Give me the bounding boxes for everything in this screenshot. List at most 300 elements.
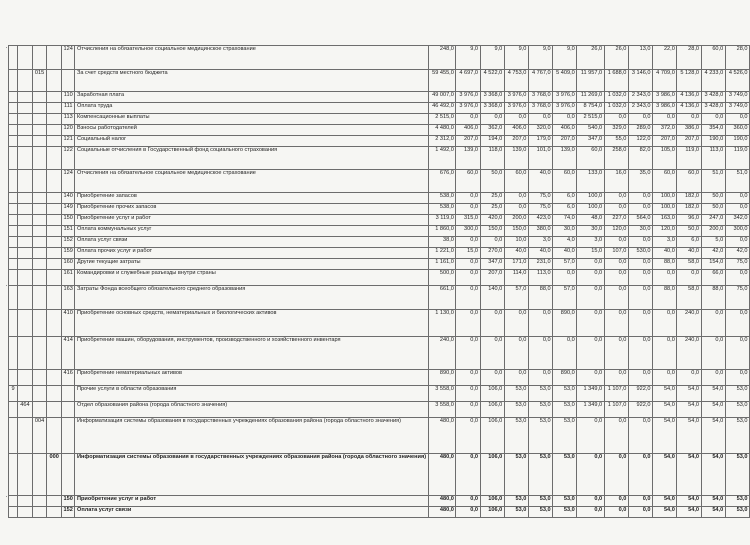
group-code-cell [9, 92, 18, 103]
month-value-cell: 362,0 [480, 125, 504, 136]
table-row [9, 114, 750, 125]
table-row [9, 215, 750, 226]
annual-total-cell: 890,0 [428, 370, 456, 386]
month-value-cell: 54,0 [677, 402, 701, 418]
specifics-code-cell: 110 [61, 92, 74, 103]
specifics-code-cell: 410 [61, 310, 74, 337]
item-name-cell: Приобретение услуг и работ [75, 215, 428, 226]
specifics-code-cell: 111 [61, 103, 74, 114]
month-value-cell: 139,0 [504, 147, 528, 170]
program-code-cell [32, 193, 47, 204]
month-value-cell: 54,0 [653, 454, 677, 496]
subprogram-code-cell [47, 193, 62, 204]
month-value-cell: 88,0 [653, 259, 677, 270]
month-value-cell: 3 768,0 [528, 103, 552, 114]
month-value-cell: 107,0 [604, 248, 628, 259]
month-value-cell: 4 709,0 [653, 70, 677, 92]
item-name-cell: Компенсационные выплаты [75, 114, 428, 125]
month-value-cell: 0,0 [725, 270, 749, 286]
annual-total-cell: 1 221,0 [428, 248, 456, 259]
month-value-cell: 54,0 [701, 418, 725, 454]
month-value-cell: 66,0 [701, 270, 725, 286]
program-code-cell [32, 114, 47, 125]
month-value-cell: 4 233,0 [701, 70, 725, 92]
subprogram-code-cell [47, 496, 62, 507]
budget-table [8, 45, 750, 518]
subprogram-code-cell [47, 402, 62, 418]
table-row [9, 204, 750, 215]
month-value-cell: 54,0 [677, 418, 701, 454]
month-value-cell: 15,0 [577, 248, 604, 259]
subprogram-code-cell [47, 170, 62, 193]
subprogram-code-cell [47, 337, 62, 370]
month-value-cell: 0,0 [604, 337, 628, 370]
subprogram-code-cell [47, 136, 62, 147]
specifics-code-cell: 152 [61, 237, 74, 248]
month-value-cell: 3 428,0 [701, 103, 725, 114]
specifics-code-cell: 140 [61, 193, 74, 204]
month-value-cell: 55,0 [604, 136, 628, 147]
month-value-cell: 54,0 [677, 454, 701, 496]
subprogram-code-cell [47, 147, 62, 170]
month-value-cell: 0,0 [725, 237, 749, 248]
month-value-cell: 423,0 [528, 215, 552, 226]
month-value-cell: 42,0 [701, 248, 725, 259]
group-code-cell [9, 259, 18, 270]
program-code-cell [32, 270, 47, 286]
month-value-cell: 54,0 [677, 496, 701, 507]
table-row [9, 46, 750, 70]
admin-code-cell [18, 270, 33, 286]
month-value-cell: 0,0 [628, 496, 652, 507]
item-name-cell: Отчисления на обязательное социальное медицинское страхование [75, 46, 428, 70]
month-value-cell: 0,0 [628, 337, 652, 370]
month-value-cell: 0,0 [604, 286, 628, 310]
month-value-cell: 347,0 [480, 259, 504, 270]
specifics-code-cell: 124 [61, 170, 74, 193]
specifics-code-cell [61, 418, 74, 454]
month-value-cell: 182,0 [677, 204, 701, 215]
month-value-cell: 922,0 [628, 386, 652, 402]
month-value-cell: 207,0 [480, 270, 504, 286]
month-value-cell: 42,0 [725, 248, 749, 259]
subprogram-code-cell: 000 [47, 454, 62, 496]
annual-total-cell: 3 119,0 [428, 215, 456, 226]
month-value-cell: 0,0 [628, 237, 652, 248]
annual-total-cell: 538,0 [428, 204, 456, 215]
month-value-cell: 0,0 [577, 337, 604, 370]
month-value-cell: 270,0 [480, 248, 504, 259]
month-value-cell: 0,0 [504, 310, 528, 337]
item-name-cell: Информатизация системы образования в государственных учреждениях образования района (города областного значения) [75, 418, 428, 454]
group-code-cell [9, 337, 18, 370]
month-value-cell: 0,0 [628, 286, 652, 310]
group-code-cell [9, 193, 18, 204]
group-code-cell [9, 103, 18, 114]
month-value-cell: 372,0 [653, 125, 677, 136]
month-value-cell: 0,0 [628, 193, 652, 204]
month-value-cell: 194,0 [480, 136, 504, 147]
month-value-cell: 0,0 [628, 310, 652, 337]
month-value-cell: 0,0 [456, 496, 480, 507]
month-value-cell: 10,0 [504, 237, 528, 248]
month-value-cell: 200,0 [504, 215, 528, 226]
subprogram-code-cell [47, 125, 62, 136]
admin-code-cell: 464 [18, 402, 33, 418]
month-value-cell: 100,0 [653, 193, 677, 204]
program-code-cell [32, 370, 47, 386]
month-value-cell: 48,0 [577, 215, 604, 226]
table-row [9, 226, 750, 237]
annual-total-cell: 46 492,0 [428, 103, 456, 114]
group-code-cell [9, 310, 18, 337]
group-code-cell [9, 136, 18, 147]
month-value-cell: 51,0 [701, 170, 725, 193]
month-value-cell: 54,0 [701, 496, 725, 507]
month-value-cell: 0,0 [628, 454, 652, 496]
program-code-cell: 015 [32, 70, 47, 92]
annual-total-cell: 240,0 [428, 337, 456, 370]
subprogram-code-cell [47, 103, 62, 114]
admin-code-cell [18, 418, 33, 454]
month-value-cell: 300,0 [725, 226, 749, 237]
month-value-cell: 0,0 [604, 507, 628, 518]
month-value-cell: 4 526,0 [725, 70, 749, 92]
table-row [9, 370, 750, 386]
month-value-cell: 0,0 [725, 370, 749, 386]
month-value-cell: 106,0 [480, 454, 504, 496]
admin-code-cell [18, 136, 33, 147]
month-value-cell: 9,0 [456, 46, 480, 70]
month-value-cell: 3 976,0 [504, 103, 528, 114]
admin-code-cell [18, 170, 33, 193]
group-code-cell [9, 402, 18, 418]
group-code-cell [9, 70, 18, 92]
specifics-code-cell: 150 [61, 496, 74, 507]
month-value-cell: 139,0 [553, 147, 577, 170]
admin-code-cell [18, 114, 33, 125]
month-value-cell: 3 428,0 [701, 92, 725, 103]
month-value-cell: 30,0 [628, 226, 652, 237]
month-value-cell: 2 343,0 [628, 92, 652, 103]
month-value-cell: 5,0 [701, 237, 725, 248]
specifics-code-cell: 160 [61, 259, 74, 270]
specifics-code-cell: 121 [61, 136, 74, 147]
month-value-cell: 53,0 [504, 402, 528, 418]
admin-code-cell [18, 370, 33, 386]
month-value-cell: 0,0 [456, 418, 480, 454]
month-value-cell: 0,0 [456, 454, 480, 496]
program-code-cell [32, 337, 47, 370]
month-value-cell: 122,0 [628, 136, 652, 147]
month-value-cell: 0,0 [577, 270, 604, 286]
specifics-code-cell [61, 386, 74, 402]
month-value-cell: 60,0 [456, 170, 480, 193]
month-value-cell: 4 697,0 [456, 70, 480, 92]
month-value-cell: 0,0 [604, 418, 628, 454]
table-row [9, 259, 750, 270]
month-value-cell: 53,0 [528, 402, 552, 418]
specifics-code-cell: 122 [61, 147, 74, 170]
table-row [9, 286, 750, 310]
month-value-cell: 0,0 [577, 454, 604, 496]
month-value-cell: 53,0 [725, 454, 749, 496]
month-value-cell: 1 349,0 [577, 402, 604, 418]
table-row [9, 402, 750, 418]
month-value-cell: 54,0 [677, 386, 701, 402]
month-value-cell: 25,0 [480, 204, 504, 215]
month-value-cell: 88,0 [701, 286, 725, 310]
month-value-cell: 0,0 [456, 310, 480, 337]
month-value-cell: 53,0 [725, 496, 749, 507]
admin-code-cell [18, 507, 33, 518]
program-code-cell [32, 46, 47, 70]
group-code-cell [9, 507, 18, 518]
month-value-cell: 0,0 [628, 114, 652, 125]
program-code-cell [32, 259, 47, 270]
annual-total-cell: 2 312,0 [428, 136, 456, 147]
group-code-cell: 9 [9, 386, 18, 402]
month-value-cell: 60,0 [504, 170, 528, 193]
specifics-code-cell: 416 [61, 370, 74, 386]
table-row [9, 92, 750, 103]
month-value-cell: 0,0 [528, 337, 552, 370]
month-value-cell: 0,0 [577, 507, 604, 518]
item-name-cell: Взносы работодателей [75, 125, 428, 136]
item-name-cell: Приобретение основных средств, нематериальных и биологических активов [75, 310, 428, 337]
annual-total-cell: 480,0 [428, 496, 456, 507]
month-value-cell: 106,0 [480, 418, 504, 454]
month-value-cell: 53,0 [528, 418, 552, 454]
program-code-cell [32, 136, 47, 147]
month-value-cell: 60,0 [677, 170, 701, 193]
annual-total-cell: 480,0 [428, 454, 456, 496]
month-value-cell: 0,0 [653, 310, 677, 337]
month-value-cell: 53,0 [504, 386, 528, 402]
month-value-cell: 0,0 [677, 114, 701, 125]
month-value-cell: 40,0 [504, 248, 528, 259]
item-name-cell: Затраты Фонда всеобщего обязательного среднего образования [75, 286, 428, 310]
month-value-cell: 50,0 [677, 226, 701, 237]
annual-total-cell: 38,0 [428, 237, 456, 248]
month-value-cell: 53,0 [504, 418, 528, 454]
group-code-cell [9, 226, 18, 237]
program-code-cell [32, 226, 47, 237]
month-value-cell: 133,0 [577, 170, 604, 193]
month-value-cell: 0,0 [604, 454, 628, 496]
program-code-cell [32, 125, 47, 136]
month-value-cell: 106,0 [480, 402, 504, 418]
table-row [9, 454, 750, 496]
month-value-cell: 53,0 [553, 454, 577, 496]
subprogram-code-cell [47, 215, 62, 226]
month-value-cell: 106,0 [480, 507, 504, 518]
program-code-cell [32, 204, 47, 215]
table-row [9, 237, 750, 248]
admin-code-cell [18, 125, 33, 136]
month-value-cell: 329,0 [604, 125, 628, 136]
month-value-cell: 54,0 [653, 402, 677, 418]
month-value-cell: 0,0 [701, 337, 725, 370]
month-value-cell: 113,0 [701, 147, 725, 170]
month-value-cell: 4 767,0 [528, 70, 552, 92]
specifics-code-cell: 152 [61, 507, 74, 518]
month-value-cell: 1 688,0 [604, 70, 628, 92]
month-value-cell: 54,0 [653, 496, 677, 507]
table-row [9, 136, 750, 147]
month-value-cell: 105,0 [653, 147, 677, 170]
month-value-cell: 0,0 [604, 310, 628, 337]
subprogram-code-cell [47, 270, 62, 286]
month-value-cell: 11 269,0 [577, 92, 604, 103]
month-value-cell: 0,0 [725, 337, 749, 370]
month-value-cell: 3 368,0 [480, 103, 504, 114]
month-value-cell: 0,0 [577, 286, 604, 310]
table-row [9, 310, 750, 337]
month-value-cell: 58,0 [677, 259, 701, 270]
program-code-cell [32, 237, 47, 248]
program-code-cell [32, 248, 47, 259]
month-value-cell: 240,0 [677, 310, 701, 337]
subprogram-code-cell [47, 92, 62, 103]
specifics-code-cell [61, 70, 74, 92]
month-value-cell: 119,0 [677, 147, 701, 170]
month-value-cell: 0,0 [604, 370, 628, 386]
item-name-cell: Приобретение машин, оборудования, инструментов, производственного и хозяйственного инвентаря [75, 337, 428, 370]
admin-code-cell [18, 226, 33, 237]
month-value-cell: 50,0 [701, 193, 725, 204]
month-value-cell: 154,0 [701, 259, 725, 270]
month-value-cell: 0,0 [628, 270, 652, 286]
month-value-cell: 53,0 [528, 454, 552, 496]
month-value-cell: 53,0 [725, 507, 749, 518]
month-value-cell: 360,0 [725, 125, 749, 136]
month-value-cell: 82,0 [628, 147, 652, 170]
month-value-cell: 207,0 [504, 136, 528, 147]
item-name-cell: Оплата прочих услуг и работ [75, 248, 428, 259]
month-value-cell: 9,0 [504, 46, 528, 70]
month-value-cell: 53,0 [725, 386, 749, 402]
admin-code-cell [18, 46, 33, 70]
specifics-code-cell: 149 [61, 204, 74, 215]
month-value-cell: 1 032,0 [604, 92, 628, 103]
subprogram-code-cell [47, 114, 62, 125]
annual-total-cell: 3 558,0 [428, 402, 456, 418]
month-value-cell: 207,0 [653, 136, 677, 147]
admin-code-cell [18, 147, 33, 170]
table-row [9, 125, 750, 136]
month-value-cell: 54,0 [701, 386, 725, 402]
table-row [9, 507, 750, 518]
month-value-cell: 30,0 [553, 226, 577, 237]
annual-total-cell: 661,0 [428, 286, 456, 310]
month-value-cell: 0,0 [456, 337, 480, 370]
month-value-cell: 28,0 [725, 46, 749, 70]
table-row [9, 147, 750, 170]
month-value-cell: 150,0 [480, 226, 504, 237]
month-value-cell: 9,0 [480, 46, 504, 70]
month-value-cell: 100,0 [577, 204, 604, 215]
table-row [9, 70, 750, 92]
month-value-cell: 0,0 [456, 114, 480, 125]
month-value-cell: 3 768,0 [528, 92, 552, 103]
table-row [9, 248, 750, 259]
month-value-cell: 0,0 [456, 270, 480, 286]
month-value-cell: 88,0 [528, 286, 552, 310]
admin-code-cell [18, 496, 33, 507]
specifics-code-cell: 163 [61, 286, 74, 310]
month-value-cell: 0,0 [456, 370, 480, 386]
month-value-cell: 320,0 [528, 125, 552, 136]
month-value-cell: 530,0 [628, 248, 652, 259]
month-value-cell: 11 957,0 [577, 70, 604, 92]
admin-code-cell [18, 215, 33, 226]
month-value-cell: 190,0 [701, 136, 725, 147]
month-value-cell: 96,0 [677, 215, 701, 226]
month-value-cell: 6,0 [677, 237, 701, 248]
annual-total-cell: 1 161,0 [428, 259, 456, 270]
month-value-cell: 0,0 [604, 496, 628, 507]
month-value-cell: 16,0 [604, 170, 628, 193]
specifics-code-cell: 159 [61, 248, 74, 259]
subprogram-code-cell [47, 259, 62, 270]
month-value-cell: 54,0 [701, 507, 725, 518]
month-value-cell: 227,0 [604, 215, 628, 226]
month-value-cell: 26,0 [604, 46, 628, 70]
month-value-cell: 247,0 [701, 215, 725, 226]
table-row [9, 193, 750, 204]
subprogram-code-cell [47, 286, 62, 310]
annual-total-cell: 2 515,0 [428, 114, 456, 125]
admin-code-cell [18, 92, 33, 103]
month-value-cell: 53,0 [553, 507, 577, 518]
month-value-cell: 1 107,0 [604, 402, 628, 418]
month-value-cell: 380,0 [528, 226, 552, 237]
admin-code-cell [18, 259, 33, 270]
annual-total-cell: 538,0 [428, 193, 456, 204]
table-row [9, 386, 750, 402]
month-value-cell: 53,0 [553, 402, 577, 418]
month-value-cell: 54,0 [677, 507, 701, 518]
specifics-code-cell: 124 [61, 46, 74, 70]
admin-code-cell [18, 286, 33, 310]
month-value-cell: 53,0 [553, 418, 577, 454]
month-value-cell: 3 749,0 [725, 103, 749, 114]
month-value-cell: 420,0 [480, 215, 504, 226]
month-value-cell: 1 349,0 [577, 386, 604, 402]
month-value-cell: 0,0 [604, 237, 628, 248]
subprogram-code-cell [47, 507, 62, 518]
item-name-cell: Оплата коммунальных услуг [75, 226, 428, 237]
month-value-cell: 0,0 [604, 259, 628, 270]
month-value-cell: 60,0 [653, 170, 677, 193]
month-value-cell: 54,0 [653, 507, 677, 518]
month-value-cell: 200,0 [701, 226, 725, 237]
month-value-cell: 100,0 [577, 193, 604, 204]
month-value-cell: 0,0 [677, 370, 701, 386]
table-row [9, 337, 750, 370]
month-value-cell: 386,0 [677, 125, 701, 136]
month-value-cell: 4 753,0 [504, 70, 528, 92]
month-value-cell: 0,0 [456, 286, 480, 310]
month-value-cell: 54,0 [653, 386, 677, 402]
program-code-cell [32, 170, 47, 193]
annual-total-cell: 4 480,0 [428, 125, 456, 136]
month-value-cell: 3,0 [528, 237, 552, 248]
month-value-cell: 0,0 [480, 310, 504, 337]
group-code-cell [9, 147, 18, 170]
month-value-cell: 0,0 [677, 270, 701, 286]
